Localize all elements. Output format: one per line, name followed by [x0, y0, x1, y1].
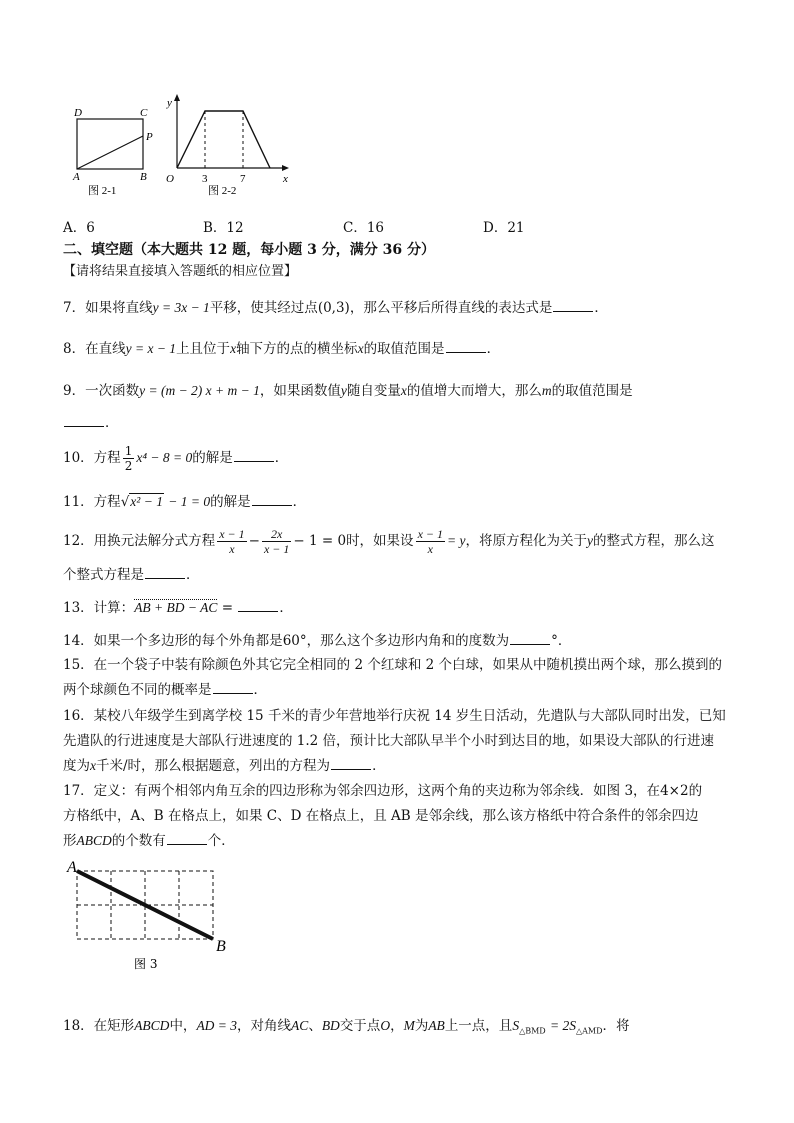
q13-answer-blank[interactable]	[238, 598, 278, 612]
figure-3	[62, 856, 242, 976]
q10-fraction: $\frac{1}{2}$	[124, 444, 133, 473]
option-b: B．12	[203, 220, 244, 236]
label-a: A	[73, 171, 80, 183]
question-18: 18．在矩形ABCD中，AD = 3，对角线AC、BD交于点O，M为AB上一点，且$S_{\triangle BMD} = 2S_{\triangle AMD}$．将	[63, 1018, 630, 1036]
figure-2	[60, 86, 300, 208]
question-12-line2: 个整式方程是 ．	[63, 567, 200, 583]
question-7: 7．如果将直线y = 3x − 1平移，使其经过点(0,3)，那么平移后所得直线的表达式是 ．	[63, 300, 608, 316]
q8-formula: y = x − 1	[125, 341, 177, 356]
option-a: A．6	[63, 220, 95, 236]
label-b: B	[140, 171, 147, 183]
tick-3: 3	[202, 173, 208, 185]
question-13: 13．计算：AB + BD − AC = ．	[63, 600, 293, 616]
x-axis-arrow	[282, 165, 289, 171]
q14-answer-blank[interactable]	[510, 631, 550, 645]
question-15: 15．在一个袋子中装有除颜色外其它完全相同的 2 个红球和 2 个白球，如果从中随机摸出两个球，那么摸到的	[63, 657, 723, 673]
question-16-line3: 度为x千米/时，那么根据题意，列出的方程为 ．	[63, 758, 386, 774]
question-16-line2: 先遣队的行进速度是大部队行进速度的 1.2 倍，预计比大部队早半个小时到达目的地，如果设大部队的行进速	[63, 733, 715, 749]
question-9: 9．一次函数y = (m − 2) x + m − 1，如果函数值y随自变量x的值增大而增大，那么m的取值范围是	[63, 383, 633, 399]
label-a: A	[67, 859, 77, 876]
question-8: 8．在直线y = x − 1上且位于x轴下方的点的横坐标x的取值范围是 ．	[63, 341, 501, 357]
q7-point: (0,3)	[317, 300, 350, 316]
q9-answer-blank[interactable]	[64, 413, 104, 427]
q17-answer-blank[interactable]	[167, 831, 207, 845]
q10-answer-blank[interactable]	[234, 448, 274, 462]
label-c: C	[140, 107, 148, 119]
question-12: 12．用换元法解分式方程 $\frac{x - 1}{x}$ − $\frac{2x}{x - 1}$ − 1 = 0时，如果设 $\frac{x - 1}{x}$ = y，将原方程化为关于y的整式方程，那么这	[63, 527, 715, 556]
radical-sign: √	[120, 494, 130, 510]
y-axis-arrow	[174, 94, 180, 101]
label-x: x	[283, 173, 288, 185]
question-10: 10．方程 $\frac{1}{2}$ x⁴ − 8 = 0的解是 ．	[63, 444, 289, 473]
caption-2-1: 图 2-1	[88, 185, 117, 197]
question-9-line2: ．	[63, 413, 119, 433]
q10-formula: x⁴ − 8 = 0	[136, 450, 193, 465]
caption-2-2: 图 2-2	[208, 185, 237, 197]
tick-7: 7	[240, 173, 246, 185]
option-d: D．21	[483, 220, 525, 236]
q11-radicand: x² − 1	[130, 494, 163, 509]
caption-figure-3: 图 3	[134, 957, 158, 971]
label-o: O	[166, 173, 174, 185]
label-d: D	[74, 107, 82, 119]
q7-formula: y = 3x − 1	[152, 300, 210, 315]
option-c: C．16	[343, 220, 385, 236]
q16-answer-blank[interactable]	[331, 756, 371, 770]
question-14: 14．如果一个多边形的每个外角都是60°，那么这个多边形内角和的度数为 °．	[63, 633, 572, 649]
q8-answer-blank[interactable]	[446, 339, 486, 353]
trapezoid-graph	[177, 111, 270, 168]
q7-answer-blank[interactable]	[553, 298, 593, 312]
rectangle-abcd	[77, 119, 143, 169]
q15-answer-blank[interactable]	[213, 680, 253, 694]
question-15-line2: 两个球颜色不同的概率是 ．	[63, 682, 267, 698]
section-note: 【请将结果直接填入答题纸的相应位置】	[63, 264, 298, 279]
question-17-line2: 方格纸中，A、B 在格点上，如果 C、D 在格点上，且 AB 是邻余线，那么该方格纸中符合条件的邻余四边	[63, 808, 699, 824]
label-y: y	[167, 97, 172, 109]
q11-answer-blank[interactable]	[252, 492, 292, 506]
segment-ap	[77, 136, 143, 169]
question-11: 11．方程√x² − 1 − 1 = 0的解是 ．	[63, 494, 307, 510]
section-heading: 二、填空题（本大题共 12 题，每小题 3 分，满分 36 分）	[63, 242, 435, 258]
q9-formula: y = (m − 2) x + m − 1	[139, 383, 260, 398]
q13-vector-expression: AB + BD − AC	[134, 600, 218, 615]
question-17: 17．定义：有两个相邻内角互余的四边形称为邻余四边形，这两个角的夹边称为邻余线．如图 3，在4×2的	[63, 783, 703, 799]
question-16: 16．某校八年级学生到离学校 15 千米的青少年营地举行庆祝 14 岁生日活动，先遣队与大部队同时出发，已知	[63, 708, 726, 724]
question-17-line3: 形ABCD的个数有 个．	[63, 833, 235, 849]
q11-formula: − 1 = 0	[168, 494, 211, 509]
label-b: B	[216, 938, 226, 955]
label-p: P	[146, 131, 153, 143]
q12-answer-blank[interactable]	[145, 565, 185, 579]
